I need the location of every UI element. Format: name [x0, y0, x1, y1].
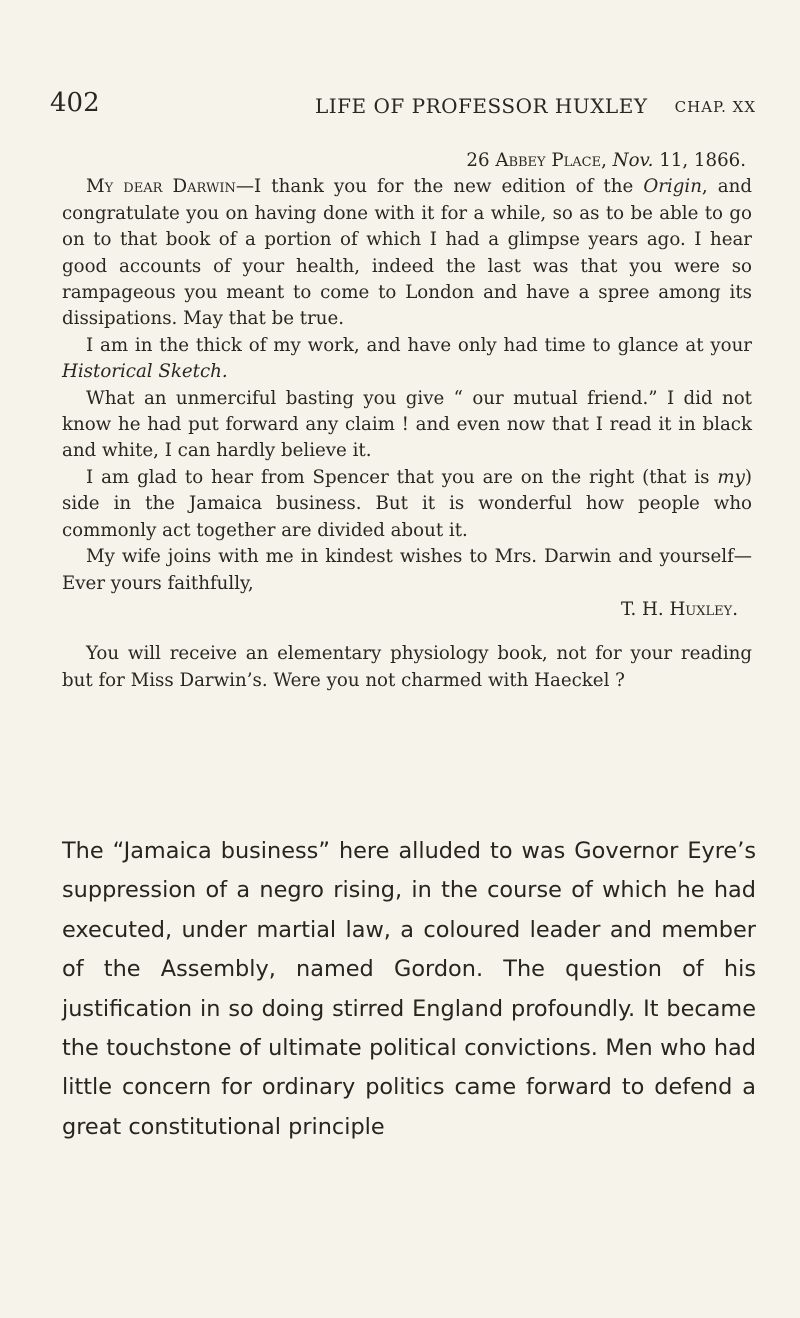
narrative-body: [62, 832, 756, 1147]
page-header: [50, 88, 756, 128]
letter-paragraph: I am in the thick of my work, and have only had time to glance at your Historical Sketch.: [62, 334, 752, 383]
letter: [62, 148, 752, 694]
letter-paragraph: I am glad to hear from Spencer that you are on the right (that is my) side in the Jamaica business. But it is wonderful how people who commonly act together are divided about it.: [62, 466, 752, 541]
running-title: LIFE OF PROFESSOR HUXLEY: [315, 94, 648, 118]
date-place: 26 Abbey Place,: [466, 150, 613, 171]
letter-paragraph: My dear Darwin—I thank you for the new edition of the Origin, and congratulate you on having done with it for a while, so as to be able to go on to that book of a portion of which I had a glimpse years ago. I hear good accounts of your health, indeed the last was that you were so rampageous you meant to come to London and have a spree among its dissipations. May that be true.: [62, 176, 752, 330]
page-number: 402: [50, 88, 100, 118]
date-month: Nov.: [612, 150, 654, 171]
letter-paragraph: My wife joins with me in kindest wishes to Mrs. Darwin and yourself—Ever yours faithfully,: [62, 546, 752, 594]
salutation: My dear Darwin: [86, 176, 236, 198]
signature: T. H. Huxley.: [621, 598, 738, 620]
letter-paragraph: What an unmerciful basting you give “ our mutual friend.” I did not know he had put forward any claim ! and even now that I read it in black and white, I can hardly believe it.: [62, 387, 752, 462]
letter-dateline: [62, 148, 752, 174]
date-rest: 11, 1866.: [653, 150, 746, 171]
postscript: You will receive an elementary physiology book, not for your reading but for Miss Darwin’s. Were you not charmed with Haeckel ?: [62, 643, 752, 691]
chapter-reference: CHAP. XX: [674, 98, 756, 116]
narrative-paragraph: The “Jamaica business” here alluded to was Governor Eyre’s suppression of a negro rising, in the course of which he had executed, under martial law, a coloured leader and member of the Assembly, named Gordon. The question of his justification in so doing stirred England profoundly. It became the touchstone of ultimate political convictions. Men who had little concern for ordinary politics came forward to defend a great constitutional principle: [62, 838, 756, 1140]
